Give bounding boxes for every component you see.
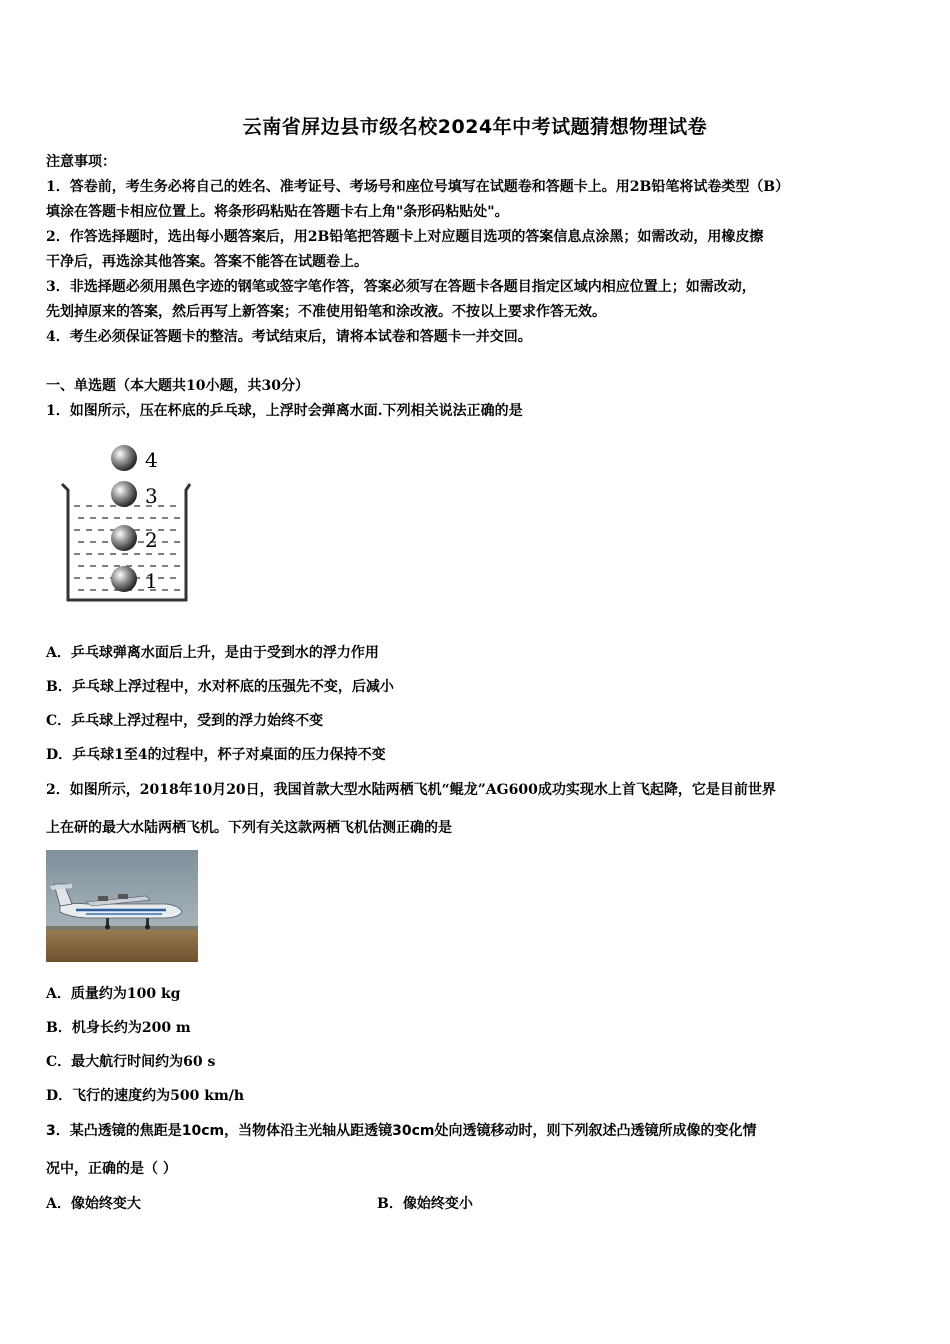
- q1-stem: 1．如图所示，压在杯底的乒乓球，上浮时会弹离水面.下列相关说法正确的是: [46, 403, 523, 419]
- q2-option-a: A．质量约为100 kg: [46, 986, 181, 1002]
- amphibious-plane-photo: [46, 850, 198, 962]
- q2-option-b: B．机身长约为200 m: [46, 1020, 191, 1036]
- ball-label-2: 2: [145, 528, 158, 552]
- ball-3: [111, 481, 137, 507]
- beaker-figure: [56, 440, 196, 612]
- q3-stem-line-2: 况中，正确的是（ ）: [46, 1161, 177, 1177]
- section-heading: 一、单选题（本大题共10小题，共30分）: [46, 378, 309, 394]
- q2-option-d: D．飞行的速度约为500 km/h: [46, 1088, 245, 1104]
- notice-line-3: 2．作答选择题时，选出每小题答案后，用2B铅笔把答题卡上对应题目选项的答案信息点涂黑；如需改动，用橡皮擦: [46, 229, 764, 245]
- ball-label-1: 1: [145, 569, 158, 593]
- notice-line-7: 4．考生必须保证答题卡的整洁。考试结束后，请将本试卷和答题卡一并交回。: [46, 329, 532, 345]
- q1-option-d: D．乒乓球1至4的过程中，杯子对桌面的压力保持不变: [46, 747, 386, 763]
- ball-4: [111, 445, 137, 471]
- notice-line-2: 填涂在答题卡相应位置上。将条形码粘贴在答题卡右上角"条形码粘贴处"。: [46, 204, 509, 220]
- q3-stem-line-1: 3．某凸透镜的焦距是10cm，当物体沿主光轴从距透镜30cm处向透镜移动时，则下列叙述凸透镜所成像的变化情: [46, 1123, 757, 1139]
- ball-1: [111, 566, 137, 592]
- q3-option-a: A．像始终变大: [46, 1196, 141, 1212]
- notice-line-6: 先划掉原来的答案，然后再写上新答案；不准使用铅笔和涂改液。不按以上要求作答无效。: [46, 304, 606, 320]
- q2-stem-line-1: 2．如图所示，2018年10月20日，我国首款大型水陆两栖飞机“鲲龙”AG600成功实现水上首飞起降，它是目前世界: [46, 782, 776, 798]
- q3-option-b: B．像始终变小: [377, 1196, 473, 1212]
- page-title: 云南省屏边县市级名校2024年中考试题猜想物理试卷: [242, 116, 708, 138]
- q1-option-b: B．乒乓球上浮过程中，水对杯底的压强先不变，后减小: [46, 679, 394, 695]
- q1-option-c: C．乒乓球上浮过程中，受到的浮力始终不变: [46, 713, 324, 729]
- ball-2: [111, 525, 137, 551]
- notice-line-5: 3．非选择题必须用黑色字迹的钢笔或签字笔作答，答案必须写在答题卡各题目指定区域内相应位置上；如需改动，: [46, 279, 756, 295]
- q1-option-a: A．乒乓球弹离水面后上升，是由于受到水的浮力作用: [46, 645, 379, 661]
- notice-line-4: 干净后，再选涂其他答案。答案不能答在试题卷上。: [46, 254, 368, 270]
- notice-line-1: 1．答卷前，考生务必将自己的姓名、准考证号、考场号和座位号填写在试题卷和答题卡上。用2B铅笔将试卷类型（B）: [46, 179, 790, 195]
- ball-label-3: 3: [145, 484, 158, 508]
- ball-label-4: 4: [145, 448, 158, 472]
- notice-heading: 注意事项：: [46, 154, 116, 170]
- q2-stem-line-2: 上在研的最大水陆两栖飞机。下列有关这款两栖飞机估测正确的是: [46, 820, 452, 836]
- q2-option-c: C．最大航行时间约为60 s: [46, 1054, 216, 1070]
